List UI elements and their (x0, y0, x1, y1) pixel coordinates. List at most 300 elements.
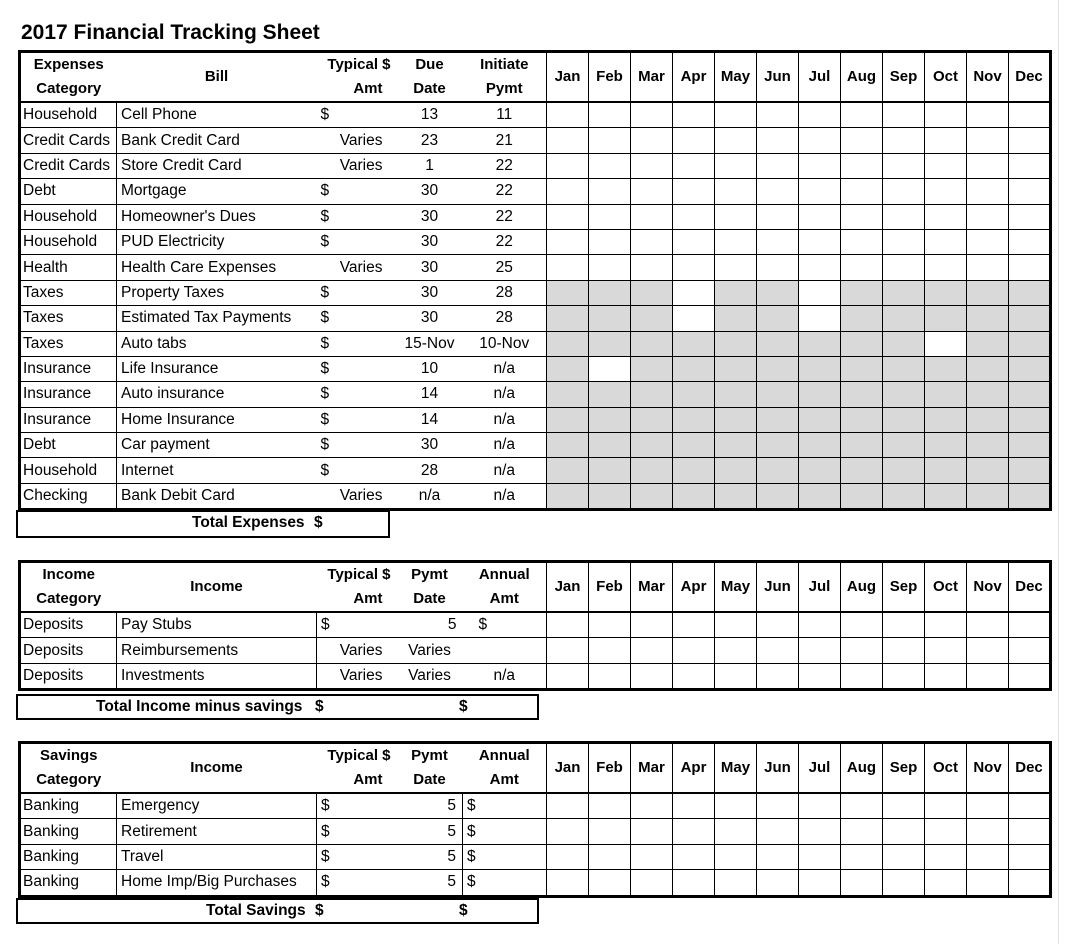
month-cell[interactable] (673, 179, 715, 204)
month-cell[interactable] (715, 663, 757, 689)
month-cell[interactable] (589, 153, 631, 178)
month-cell[interactable] (631, 280, 673, 305)
month-cell[interactable] (547, 128, 589, 153)
month-cell[interactable] (757, 255, 799, 280)
month-cell[interactable] (967, 663, 1009, 689)
annual-amt-cell (463, 638, 547, 663)
month-cell[interactable] (967, 306, 1009, 331)
month-cell[interactable] (799, 356, 841, 381)
month-cell[interactable] (799, 407, 841, 432)
month-cell[interactable] (631, 638, 673, 663)
month-cell[interactable] (631, 433, 673, 458)
month-cell[interactable] (799, 128, 841, 153)
month-cell[interactable] (925, 179, 967, 204)
month-cell[interactable] (883, 382, 925, 407)
typical-amt-cell: $ (317, 844, 397, 869)
month-cell[interactable] (589, 458, 631, 483)
month-cell[interactable] (547, 458, 589, 483)
month-cell[interactable] (547, 793, 589, 819)
month-cell[interactable] (841, 483, 883, 509)
month-cell[interactable] (631, 844, 673, 869)
month-cell[interactable] (841, 638, 883, 663)
month-cell[interactable] (841, 331, 883, 356)
month-cell[interactable] (841, 356, 883, 381)
month-cell[interactable] (631, 153, 673, 178)
month-cell[interactable] (715, 128, 757, 153)
month-cell[interactable] (925, 255, 967, 280)
month-cell[interactable] (1009, 153, 1051, 178)
month-cell[interactable] (967, 128, 1009, 153)
bill-cell: Mortgage (117, 179, 317, 204)
month-cell[interactable] (715, 255, 757, 280)
category-cell: Household (20, 204, 117, 229)
month-cell[interactable] (1009, 179, 1051, 204)
expenses-row (20, 102, 1051, 128)
month-cell[interactable] (925, 331, 967, 356)
month-cell[interactable] (799, 458, 841, 483)
month-cell[interactable] (589, 638, 631, 663)
month-cell[interactable] (589, 255, 631, 280)
month-cell[interactable] (799, 483, 841, 509)
expenses-row (20, 306, 1051, 331)
month-cell[interactable] (673, 407, 715, 432)
month-cell[interactable] (757, 663, 799, 689)
month-cell[interactable] (799, 819, 841, 844)
month-cell[interactable] (631, 229, 673, 254)
month-cell[interactable] (799, 280, 841, 305)
month-cell[interactable] (967, 102, 1009, 128)
month-cell[interactable] (673, 204, 715, 229)
month-header: May (715, 52, 757, 103)
month-cell[interactable] (925, 102, 967, 128)
month-cell[interactable] (967, 638, 1009, 663)
expenses-table (18, 50, 1052, 511)
month-cell[interactable] (547, 870, 589, 896)
month-cell[interactable] (589, 819, 631, 844)
month-cell[interactable] (799, 255, 841, 280)
month-cell[interactable] (547, 819, 589, 844)
month-cell[interactable] (631, 331, 673, 356)
month-cell[interactable] (883, 458, 925, 483)
month-cell[interactable] (967, 458, 1009, 483)
month-cell[interactable] (925, 793, 967, 819)
bill-cell: Internet (117, 458, 317, 483)
month-cell[interactable] (883, 331, 925, 356)
month-cell[interactable] (673, 663, 715, 689)
month-cell[interactable] (547, 483, 589, 509)
month-cell[interactable] (1009, 458, 1051, 483)
month-cell[interactable] (631, 102, 673, 128)
month-cell[interactable] (547, 179, 589, 204)
month-cell[interactable] (841, 433, 883, 458)
month-cell[interactable] (967, 819, 1009, 844)
month-cell[interactable] (757, 407, 799, 432)
month-cell[interactable] (715, 229, 757, 254)
month-cell[interactable] (673, 870, 715, 896)
month-cell[interactable] (631, 819, 673, 844)
month-cell[interactable] (967, 382, 1009, 407)
month-cell[interactable] (841, 255, 883, 280)
month-cell[interactable] (673, 612, 715, 638)
month-cell[interactable] (925, 382, 967, 407)
bill-cell: Bank Credit Card (117, 128, 317, 153)
month-cell[interactable] (589, 870, 631, 896)
month-cell[interactable] (967, 870, 1009, 896)
month-cell[interactable] (631, 255, 673, 280)
month-cell[interactable] (883, 663, 925, 689)
month-cell[interactable] (925, 483, 967, 509)
month-cell[interactable] (841, 819, 883, 844)
month-cell[interactable] (883, 128, 925, 153)
month-cell[interactable] (799, 793, 841, 819)
month-cell[interactable] (1009, 255, 1051, 280)
month-cell[interactable] (799, 870, 841, 896)
month-cell[interactable] (589, 844, 631, 869)
month-cell[interactable] (1009, 638, 1051, 663)
month-cell[interactable] (757, 638, 799, 663)
month-cell[interactable] (547, 663, 589, 689)
month-cell[interactable] (673, 483, 715, 509)
month-cell[interactable] (841, 179, 883, 204)
month-cell[interactable] (925, 638, 967, 663)
month-cell[interactable] (631, 128, 673, 153)
month-cell[interactable] (589, 407, 631, 432)
month-cell[interactable] (631, 179, 673, 204)
month-cell[interactable] (925, 128, 967, 153)
month-cell[interactable] (841, 458, 883, 483)
income-pymt-date-header: Pymt Date (411, 566, 448, 607)
month-cell[interactable] (883, 483, 925, 509)
month-cell[interactable] (883, 306, 925, 331)
month-cell[interactable] (1009, 663, 1051, 689)
month-cell[interactable] (883, 433, 925, 458)
month-cell[interactable] (841, 663, 883, 689)
month-cell[interactable] (589, 331, 631, 356)
month-cell[interactable] (967, 153, 1009, 178)
month-cell[interactable] (673, 306, 715, 331)
month-cell[interactable] (967, 204, 1009, 229)
month-cell[interactable] (967, 229, 1009, 254)
typical-amt-cell: Varies (317, 663, 397, 689)
month-cell[interactable] (1009, 102, 1051, 128)
month-cell[interactable] (715, 793, 757, 819)
month-cell[interactable] (673, 458, 715, 483)
month-cell[interactable] (883, 204, 925, 229)
month-cell[interactable] (631, 306, 673, 331)
month-cell[interactable] (883, 255, 925, 280)
month-cell[interactable] (547, 280, 589, 305)
month-cell[interactable] (589, 179, 631, 204)
month-cell[interactable] (547, 204, 589, 229)
month-cell[interactable] (715, 382, 757, 407)
month-cell[interactable] (547, 844, 589, 869)
month-cell[interactable] (589, 793, 631, 819)
savings-annual-amt-header: Annual Amt (478, 747, 530, 788)
month-cell[interactable] (547, 331, 589, 356)
month-cell[interactable] (883, 612, 925, 638)
month-cell[interactable] (547, 382, 589, 407)
month-cell[interactable] (925, 870, 967, 896)
month-cell[interactable] (589, 382, 631, 407)
month-cell[interactable] (757, 280, 799, 305)
month-cell[interactable] (799, 433, 841, 458)
month-cell[interactable] (757, 204, 799, 229)
month-cell[interactable] (757, 153, 799, 178)
month-cell[interactable] (673, 331, 715, 356)
month-cell[interactable] (757, 612, 799, 638)
annual-amt-cell: $ (463, 819, 547, 844)
month-cell[interactable] (547, 356, 589, 381)
month-cell[interactable] (547, 153, 589, 178)
month-cell[interactable] (925, 819, 967, 844)
month-cell[interactable] (841, 204, 883, 229)
month-cell[interactable] (757, 870, 799, 896)
month-cell[interactable] (967, 612, 1009, 638)
month-cell[interactable] (841, 306, 883, 331)
month-cell[interactable] (925, 306, 967, 331)
month-cell[interactable] (757, 844, 799, 869)
month-cell[interactable] (715, 204, 757, 229)
month-cell[interactable] (967, 331, 1009, 356)
month-cell[interactable] (841, 844, 883, 869)
month-cell[interactable] (1009, 382, 1051, 407)
month-cell[interactable] (589, 483, 631, 509)
month-cell[interactable] (715, 612, 757, 638)
month-cell[interactable] (547, 102, 589, 128)
month-cell[interactable] (799, 382, 841, 407)
month-cell[interactable] (673, 819, 715, 844)
month-cell[interactable] (757, 331, 799, 356)
month-cell[interactable] (589, 229, 631, 254)
month-cell[interactable] (673, 433, 715, 458)
month-cell[interactable] (1009, 612, 1051, 638)
month-cell[interactable] (1009, 331, 1051, 356)
month-cell[interactable] (799, 663, 841, 689)
month-cell[interactable] (547, 229, 589, 254)
month-cell[interactable] (589, 280, 631, 305)
month-cell[interactable] (715, 153, 757, 178)
month-cell[interactable] (1009, 229, 1051, 254)
month-cell[interactable] (799, 306, 841, 331)
month-cell[interactable] (799, 204, 841, 229)
month-cell[interactable] (589, 356, 631, 381)
month-cell[interactable] (883, 356, 925, 381)
month-cell[interactable] (547, 407, 589, 432)
month-cell[interactable] (967, 433, 1009, 458)
month-cell[interactable] (967, 356, 1009, 381)
month-cell[interactable] (883, 229, 925, 254)
month-cell[interactable] (631, 458, 673, 483)
month-cell[interactable] (967, 179, 1009, 204)
month-cell[interactable] (841, 612, 883, 638)
month-cell[interactable] (799, 638, 841, 663)
month-cell[interactable] (673, 793, 715, 819)
month-cell[interactable] (883, 102, 925, 128)
total-expenses-value: $ (314, 514, 323, 531)
due-date-cell: 14 (397, 382, 463, 407)
month-cell[interactable] (925, 407, 967, 432)
month-cell[interactable] (1009, 407, 1051, 432)
month-cell[interactable] (631, 356, 673, 381)
total-savings-label: Total Savings (206, 902, 306, 919)
month-cell[interactable] (715, 280, 757, 305)
month-cell[interactable] (967, 483, 1009, 509)
month-cell[interactable] (715, 306, 757, 331)
month-cell[interactable] (715, 638, 757, 663)
month-cell[interactable] (589, 204, 631, 229)
month-cell[interactable] (841, 153, 883, 178)
month-cell[interactable] (967, 844, 1009, 869)
month-cell[interactable] (841, 382, 883, 407)
month-cell[interactable] (757, 102, 799, 128)
month-cell[interactable] (841, 407, 883, 432)
month-cell[interactable] (673, 382, 715, 407)
expenses-row (20, 255, 1051, 280)
month-cell[interactable] (547, 306, 589, 331)
month-cell[interactable] (1009, 483, 1051, 509)
month-cell[interactable] (631, 204, 673, 229)
month-cell[interactable] (757, 433, 799, 458)
month-cell[interactable] (673, 102, 715, 128)
month-cell[interactable] (925, 844, 967, 869)
month-header: Mar (631, 743, 673, 794)
month-cell[interactable] (883, 819, 925, 844)
month-cell[interactable] (883, 179, 925, 204)
month-header: Apr (673, 562, 715, 613)
month-cell[interactable] (673, 229, 715, 254)
month-cell[interactable] (673, 844, 715, 869)
month-cell[interactable] (757, 458, 799, 483)
month-cell[interactable] (799, 612, 841, 638)
month-cell[interactable] (841, 280, 883, 305)
month-cell[interactable] (673, 638, 715, 663)
month-cell[interactable] (673, 356, 715, 381)
month-cell[interactable] (673, 153, 715, 178)
month-cell[interactable] (883, 153, 925, 178)
month-cell[interactable] (1009, 433, 1051, 458)
category-cell: Banking (20, 870, 117, 896)
month-cell[interactable] (547, 638, 589, 663)
month-cell[interactable] (799, 844, 841, 869)
month-cell[interactable] (841, 229, 883, 254)
month-cell[interactable] (589, 612, 631, 638)
month-cell[interactable] (631, 793, 673, 819)
month-cell[interactable] (673, 255, 715, 280)
month-cell[interactable] (967, 280, 1009, 305)
month-cell[interactable] (715, 331, 757, 356)
month-cell[interactable] (589, 663, 631, 689)
month-cell[interactable] (631, 870, 673, 896)
month-cell[interactable] (715, 819, 757, 844)
month-header: May (715, 743, 757, 794)
month-cell[interactable] (631, 612, 673, 638)
month-cell[interactable] (757, 483, 799, 509)
month-cell[interactable] (715, 356, 757, 381)
due-date-cell: 30 (397, 229, 463, 254)
month-header: Dec (1009, 743, 1051, 794)
month-cell[interactable] (967, 255, 1009, 280)
month-cell[interactable] (1009, 819, 1051, 844)
month-cell[interactable] (883, 407, 925, 432)
month-cell[interactable] (1009, 204, 1051, 229)
month-cell[interactable] (757, 382, 799, 407)
month-cell[interactable] (799, 331, 841, 356)
month-cell[interactable] (925, 280, 967, 305)
month-cell[interactable] (673, 280, 715, 305)
month-cell[interactable] (631, 407, 673, 432)
month-cell[interactable] (799, 179, 841, 204)
month-cell[interactable] (841, 793, 883, 819)
month-cell[interactable] (841, 128, 883, 153)
month-cell[interactable] (925, 356, 967, 381)
month-cell[interactable] (673, 128, 715, 153)
month-cell[interactable] (715, 483, 757, 509)
month-cell[interactable] (589, 306, 631, 331)
month-cell[interactable] (631, 382, 673, 407)
month-cell[interactable] (631, 663, 673, 689)
month-cell[interactable] (925, 433, 967, 458)
month-cell[interactable] (715, 870, 757, 896)
month-cell[interactable] (547, 433, 589, 458)
month-cell[interactable] (547, 612, 589, 638)
month-cell[interactable] (1009, 280, 1051, 305)
month-cell[interactable] (925, 458, 967, 483)
month-cell[interactable] (757, 179, 799, 204)
month-cell[interactable] (1009, 844, 1051, 869)
month-cell[interactable] (715, 433, 757, 458)
month-cell[interactable] (925, 229, 967, 254)
month-cell[interactable] (631, 483, 673, 509)
month-cell[interactable] (883, 793, 925, 819)
month-cell[interactable] (715, 407, 757, 432)
month-cell[interactable] (589, 433, 631, 458)
month-cell[interactable] (547, 255, 589, 280)
month-cell[interactable] (967, 793, 1009, 819)
month-cell[interactable] (799, 153, 841, 178)
month-cell[interactable] (757, 356, 799, 381)
month-cell[interactable] (925, 204, 967, 229)
month-cell[interactable] (715, 458, 757, 483)
month-cell[interactable] (757, 306, 799, 331)
month-cell[interactable] (1009, 793, 1051, 819)
month-cell[interactable] (715, 179, 757, 204)
month-cell[interactable] (925, 663, 967, 689)
month-cell[interactable] (967, 407, 1009, 432)
month-cell[interactable] (589, 102, 631, 128)
month-cell[interactable] (757, 128, 799, 153)
month-cell[interactable] (715, 102, 757, 128)
month-cell[interactable] (925, 153, 967, 178)
month-cell[interactable] (589, 128, 631, 153)
month-cell[interactable] (1009, 128, 1051, 153)
month-cell[interactable] (1009, 356, 1051, 381)
month-cell[interactable] (715, 844, 757, 869)
month-cell[interactable] (883, 844, 925, 869)
month-cell[interactable] (757, 819, 799, 844)
month-cell[interactable] (841, 102, 883, 128)
month-cell[interactable] (799, 229, 841, 254)
month-cell[interactable] (883, 870, 925, 896)
month-cell[interactable] (925, 612, 967, 638)
month-cell[interactable] (883, 638, 925, 663)
month-cell[interactable] (757, 793, 799, 819)
month-cell[interactable] (799, 102, 841, 128)
month-cell[interactable] (1009, 870, 1051, 896)
month-cell[interactable] (757, 229, 799, 254)
month-cell[interactable] (841, 870, 883, 896)
month-cell[interactable] (1009, 306, 1051, 331)
month-cell[interactable] (883, 280, 925, 305)
